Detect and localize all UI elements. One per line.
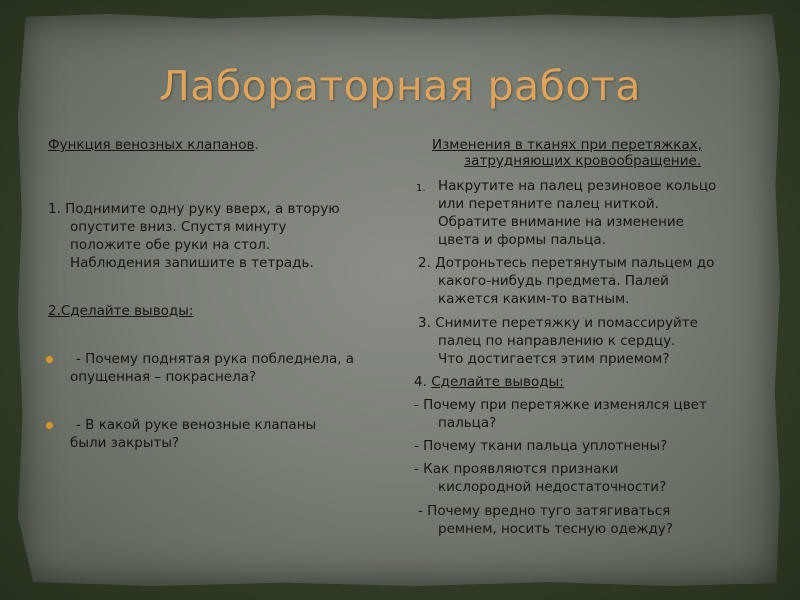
left-step1-line3: положите обе руки на стол. [70,237,271,253]
right-step2-line3: кажется каким-то ватным. [438,291,630,307]
right-step3-line2: палец по направлению к сердцу. [438,333,676,349]
left-step1-line1: 1. Поднимите одну руку вверх, а вторую [48,201,340,217]
left-step1-line2: опустите вниз. Спустя минуту [70,219,287,235]
right-step4-number: 4. [414,374,427,390]
right-question3-line1: - Как проявляются признаки [414,461,619,477]
right-step1-number: 1. [416,183,426,194]
right-header-line2: затрудняющих кровообращение. [464,153,702,169]
right-step3-line3: Что достигается этим приемом? [438,351,670,367]
left-step1-line4: Наблюдения запишите в тетрадь. [70,255,314,271]
left-question1-line2: опущенная – покраснела? [70,369,257,385]
right-step1-line3: Обратите внимание на изменение [438,214,684,230]
right-question1-line1: - Почему при перетяжке изменялся цвет [414,397,707,413]
left-question2-line1: - В какой руке венозные клапаны [76,417,317,433]
slide-title: Лабораторная работа [158,62,642,110]
right-step1-line1: Накрутите на палец резиновое кольцо [438,178,717,194]
left-header-period: . [254,137,259,153]
right-step2-line2: какого-нибудь предмета. Палей [438,273,669,289]
right-question4-line1: - Почему вредно туго затягиваться [418,503,671,519]
left-question2-line2: были закрыты? [70,435,180,451]
right-step1-line4: цвета и формы пальца. [438,232,606,248]
right-question3-line2: кислородной недостаточности? [438,479,667,495]
left-conclusions-heading: 2.Сделайте выводы: [48,303,194,319]
right-step4 [414,373,564,391]
bullet-icon [46,356,53,363]
right-step3-line1: 3. Снимите перетяжку и помассируйте [418,315,698,331]
bullet-icon [46,422,53,429]
left-header [48,136,259,154]
right-step4-label: Сделайте выводы: [431,374,564,390]
left-question1-line1: - Почему поднятая рука побледнела, а [76,351,355,367]
right-question4-line2: ремнем, носить тесную одежду? [438,521,673,537]
right-step2-line1: 2. Дотроньтесь перетянутым пальцем до [418,255,715,271]
right-step1-line2: или перетяните палец ниткой. [438,196,659,212]
right-header-line1: Изменения в тканях при перетяжках, [432,137,702,153]
right-question2: - Почему ткани пальца уплотнены? [414,438,668,454]
left-header-text: Функция венозных клапанов [48,137,255,153]
right-question1-line2: пальца? [438,415,497,431]
